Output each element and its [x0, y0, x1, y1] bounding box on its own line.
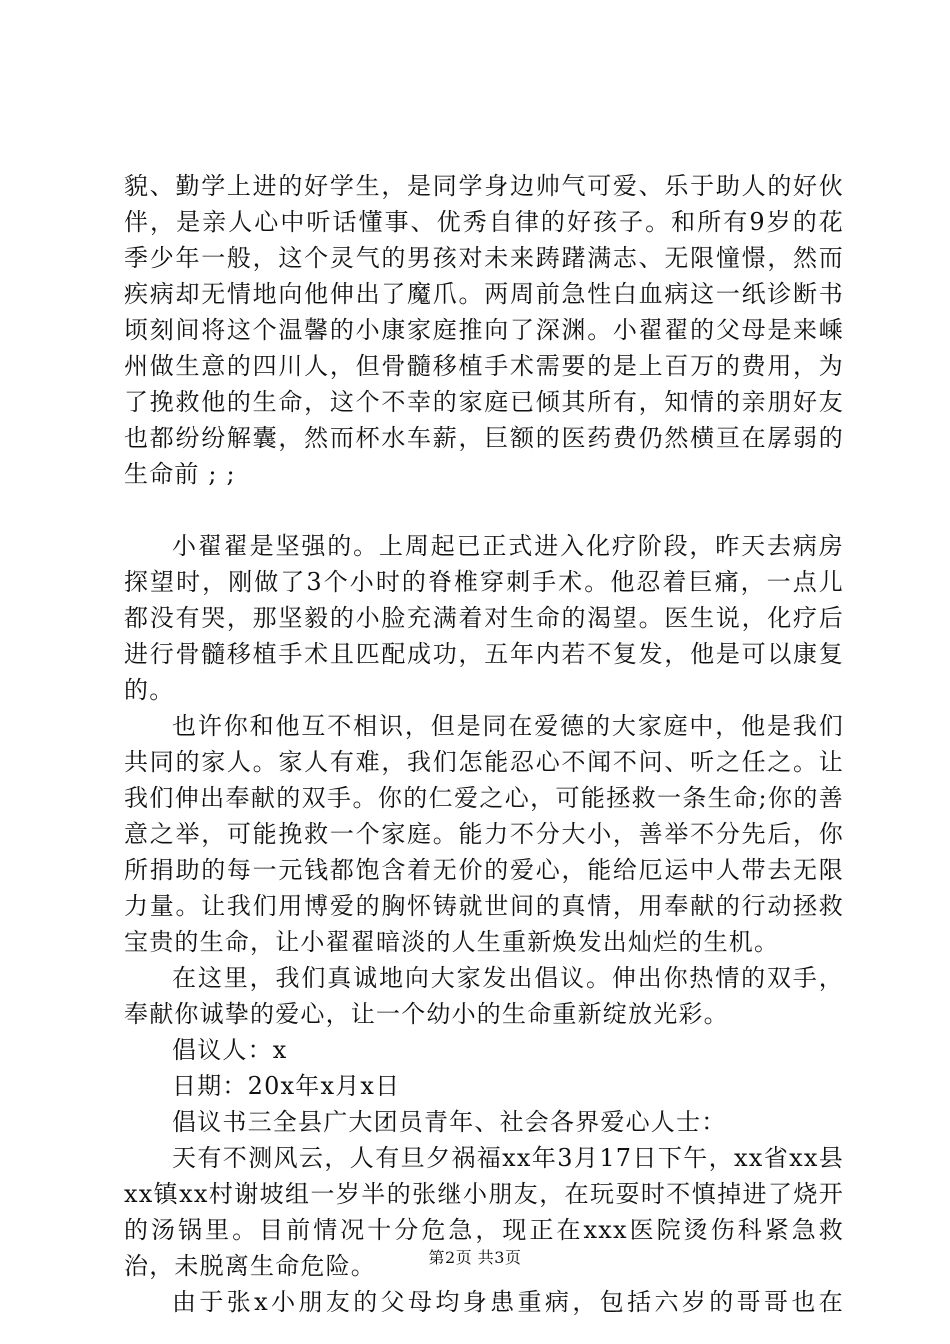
paragraph-family: 由于张x小朋友的父母均身患重病，包括六岁的哥哥也在 [172, 1288, 844, 1316]
date-line: 日期：20x年x月x日 [172, 1072, 401, 1100]
paragraph-initiative: 在这里，我们真诚地向大家发出倡议。伸出你热情的双手，奉献你诚挚的爱心，让一个幼小的生命重新绽放光彩。 [124, 964, 844, 1028]
paragraph-appeal: 也许你和他互不相识，但是同在爱德的大家庭中，他是我们共同的家人。家人有难，我们怎能忍心不闻不问、听之任之。让我们伸出奉献的双手。你的仁爱之心，可能拯救一条生命;你的善意之举，可能挽救一个家庭。能力不分大小，善举不分先后，你所捐助的每一元钱都饱含着无价的爱心，能给厄运中人带去无限力量。让我们用博爱的胸怀铸就世间的真情，用奉献的行动拯救宝贵的生命，让小翟翟暗淡的人生重新焕发出灿烂的生机。 [124, 712, 844, 956]
page-number-footer: 第2页 共3页 [428, 1248, 522, 1267]
paragraph-illness: 貌、勤学上进的好学生，是同学身边帅气可爱、乐于助人的好伙伴，是亲人心中听话懂事、优秀自律的好孩子。和所有9岁的花季少年一般，这个灵气的男孩对未来踌躇满志、无限憧憬，然而疾病却无情地向他伸出了魔爪。两周前急性白血病这一纸诊断书顷刻间将这个温馨的小康家庭推向了深渊。小翟翟的父母是来嵊州做生意的四川人，但骨髓移植手术需要的是上百万的费用，为了挽救他的生命，这个不幸的家庭已倾其所有，知情的亲朋好友也都纷纷解囊，然而杯水车薪，巨额的医药费仍然横亘在孱弱的生命前 ; ; [124, 172, 844, 488]
document-body [124, 168, 844, 1320]
paragraph-accident: 天有不测风云，人有旦夕祸福xx年3月17日下午，xx省xx县xx镇xx村谢坡组一岁半的张继小朋友，在玩耍时不慎掉进了烧开的汤锅里。目前情况十分危急，现正在xxx医院烫伤科紧急救治，未脱离生命危险。 [124, 1144, 844, 1280]
proposal-three-heading: 倡议书三全县广大团员青年、社会各界爱心人士： [172, 1108, 727, 1136]
paragraph-treatment: 小翟翟是坚强的。上周起已正式进入化疗阶段，昨天去病房探望时，刚做了3个小时的脊椎穿刺手术。他忍着巨痛，一点儿都没有哭，那坚毅的小脸充满着对生命的渴望。医生说，化疗后进行骨髓移植手术且匹配成功，五年内若不复发，他是可以康复的。 [124, 532, 844, 704]
initiator-line: 倡议人：x [172, 1036, 288, 1064]
